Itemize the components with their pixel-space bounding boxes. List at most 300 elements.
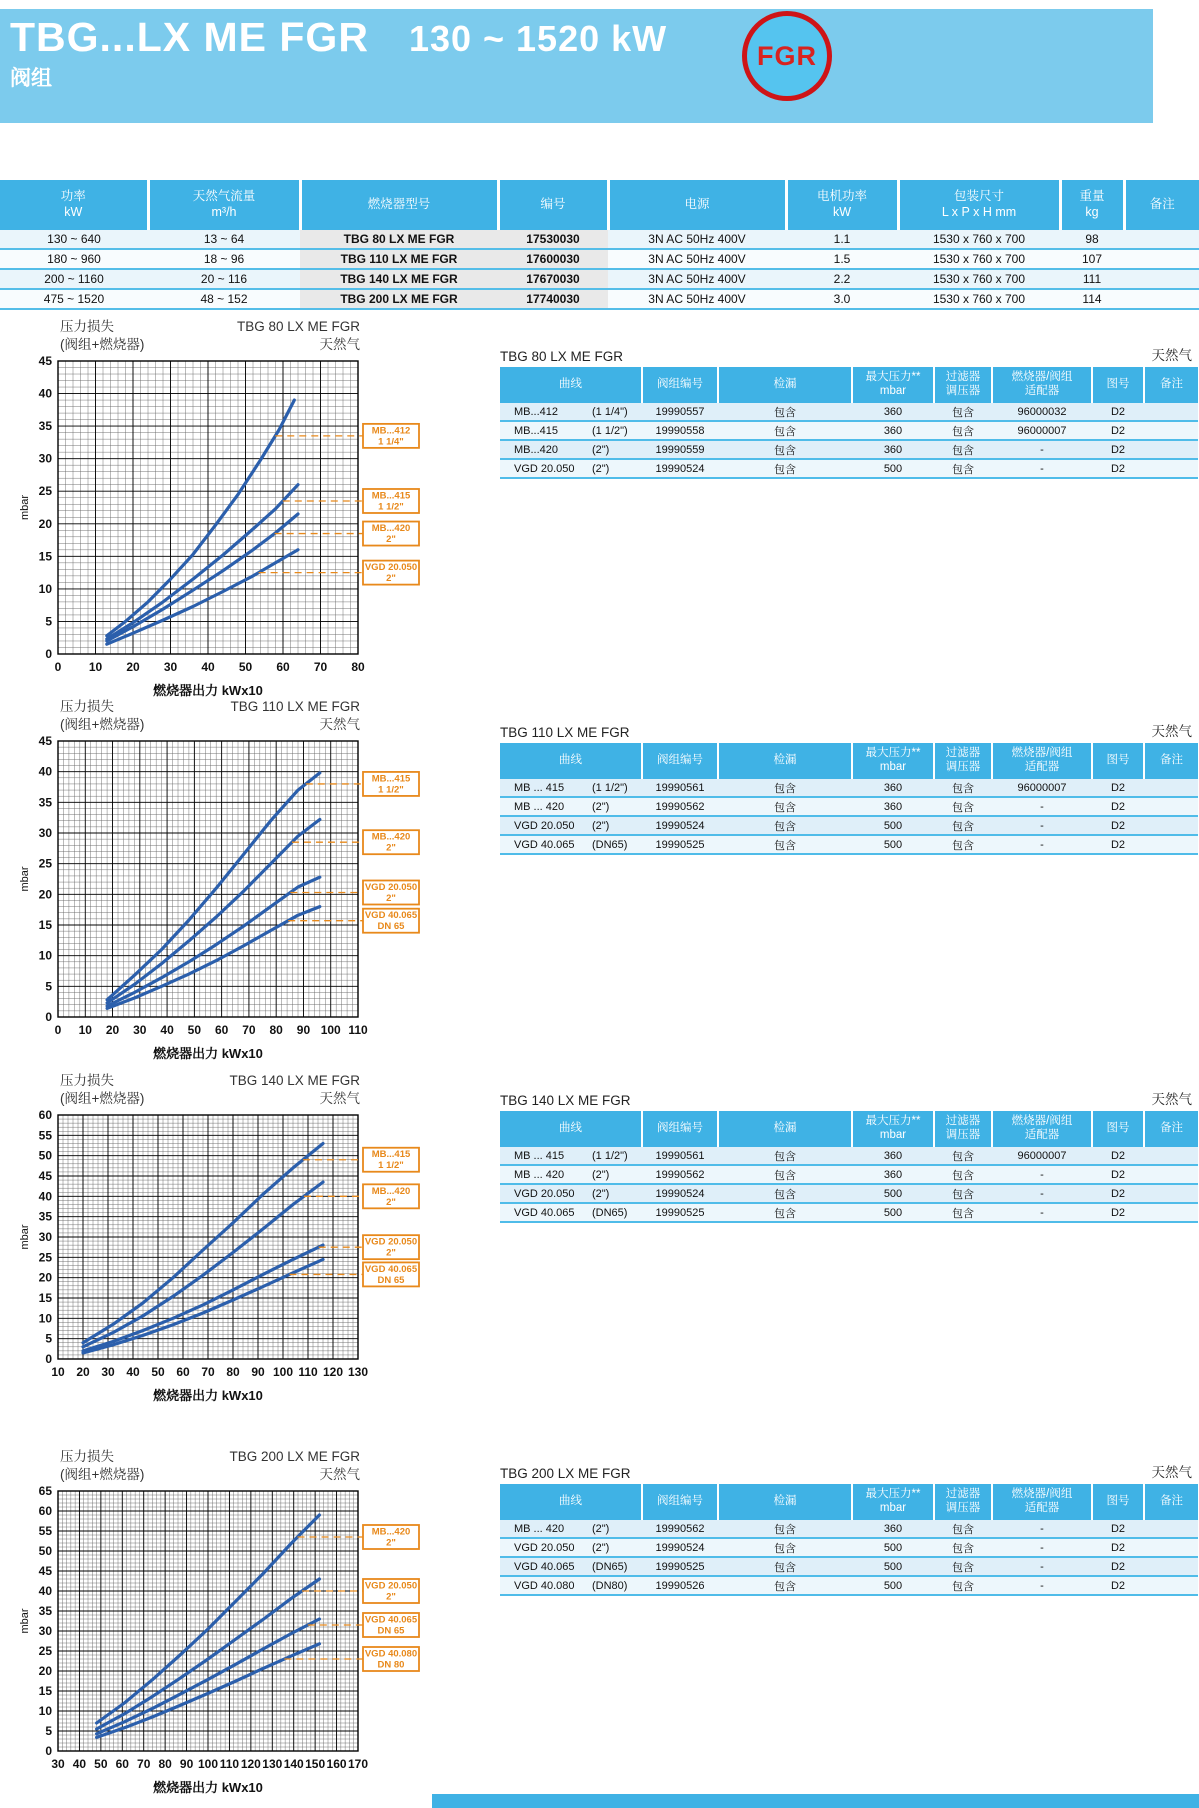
chart-text: DN 65: [377, 1625, 405, 1637]
text-label: VGD 20.050: [514, 1187, 575, 1200]
text-block: 备注: [1160, 1122, 1183, 1135]
text-block: 最大压力**: [865, 747, 921, 760]
chart-text: 20: [126, 660, 140, 675]
cell: 360: [883, 443, 903, 456]
column-header: [718, 1111, 852, 1147]
text-block: 功率: [60, 189, 86, 204]
chart-text: 110: [298, 1365, 318, 1380]
valve-group-table-block: [500, 1461, 1198, 1596]
valve-burner-label: (阀组+燃烧器): [60, 716, 145, 732]
chart-text: MB...420: [371, 831, 411, 843]
column-header: [1092, 743, 1144, 779]
chart-text: 5: [45, 1724, 52, 1739]
cell: 48 ~ 152: [200, 292, 248, 306]
cell: 17600030: [498, 249, 608, 269]
pressure-loss-chart: [18, 1485, 426, 1777]
cell: 包含: [952, 463, 974, 476]
cell: [1144, 459, 1198, 478]
text-label: MB ... 420: [514, 1522, 565, 1535]
cell: 114: [1082, 292, 1102, 306]
chart-text: 70: [137, 1757, 151, 1772]
cell: 1530 x 760 x 700: [932, 292, 1026, 306]
valve-group-row: [500, 403, 1198, 421]
text-block: 调压器: [945, 1129, 981, 1141]
cell: 包含: [774, 782, 796, 795]
cell: -: [1040, 800, 1044, 813]
main-table-body: [0, 230, 1199, 309]
chart-model-label: TBG 200 LX ME FGR: [229, 1449, 360, 1464]
column-header: [0, 180, 148, 230]
text-label: MB...412: [514, 405, 559, 418]
chart-text: 50: [151, 1365, 165, 1380]
chart-text: MB...412: [371, 425, 411, 437]
gas-type-label: 天然气: [1151, 1465, 1192, 1480]
chart-text: 60: [115, 1757, 129, 1772]
valve-group-table-block: [500, 1088, 1198, 1223]
cell: 包含: [774, 1150, 796, 1163]
curve-cell: [500, 1203, 642, 1222]
chart-text: 20: [105, 1023, 120, 1038]
chart-text: 0: [45, 1744, 52, 1759]
cell: 3N AC 50Hz 400V: [648, 232, 746, 246]
valve-group-row: [500, 1520, 1198, 1538]
cell: 包含: [774, 1561, 796, 1574]
text-block: [500, 1150, 642, 1162]
chart-text: 60: [38, 1504, 52, 1519]
y-axis-title: mbar: [19, 1224, 31, 1250]
pressure-loss-label: 压力损失: [60, 699, 114, 714]
pressure-loss-label: 压力损失: [60, 1449, 114, 1464]
cell: [1124, 249, 1199, 269]
text-label: MB...415: [514, 424, 559, 437]
text-block: 曲线: [559, 1122, 582, 1135]
cell: 19990562: [655, 1168, 705, 1181]
text-block: 阀组编号: [657, 1122, 703, 1135]
text-block: 重量: [1079, 189, 1105, 204]
curve-cell: [500, 797, 642, 816]
cell: D2: [1110, 462, 1126, 475]
text-block: [500, 1169, 642, 1181]
column-header: [642, 367, 718, 403]
pressure-loss-chart: [18, 735, 426, 1043]
cell: 107: [1081, 252, 1103, 266]
cell: 3N AC 50Hz 400V: [648, 292, 746, 306]
text-block: 编号: [540, 197, 566, 212]
chart-text: 30: [133, 1023, 147, 1038]
chart-text: 25: [38, 1250, 52, 1265]
text-label: (2"): [592, 1168, 610, 1181]
column-header: [500, 1111, 642, 1147]
cell: [1144, 1538, 1198, 1557]
text-block: 燃烧器/阀组: [1011, 747, 1073, 760]
chart-text: 1 1/2": [378, 501, 404, 513]
column-header: [642, 1484, 718, 1520]
table-title-row: [500, 1088, 1198, 1108]
chart-text: 10: [38, 1311, 52, 1326]
text-label: (DN80): [592, 1579, 628, 1592]
valve-group-row: [500, 421, 1198, 440]
chart-text: MB...415: [371, 490, 411, 502]
text-block: 适配器: [1024, 1502, 1060, 1514]
cell: 19990525: [655, 838, 705, 851]
text-block: 检漏: [773, 1495, 797, 1508]
curve-cell: [500, 816, 642, 835]
chart-text: 2": [386, 534, 396, 546]
text-label: VGD 20.050: [514, 462, 575, 475]
chart-text: 0: [45, 1352, 52, 1367]
column-header: [718, 743, 852, 779]
cell: 500: [883, 1187, 903, 1200]
cell: -: [1040, 1168, 1044, 1181]
cell: 19990562: [655, 800, 705, 813]
chart-text: 35: [38, 1604, 52, 1619]
chart-text: 40: [38, 1584, 52, 1599]
cell: 3N AC 50Hz 400V: [648, 252, 746, 266]
column-header: [1092, 1111, 1144, 1147]
page-subtitle: 阀组: [10, 67, 52, 91]
cell: 包含: [774, 1580, 796, 1593]
text-label: (2"): [592, 819, 610, 832]
cell: 19990524: [655, 1187, 705, 1200]
chart-text: 65: [38, 1485, 52, 1499]
chart-text: 10: [51, 1365, 65, 1380]
cell: 20 ~ 116: [200, 272, 248, 286]
cell: 包含: [774, 820, 796, 833]
chart-text: 2": [386, 1196, 396, 1208]
valve-group-row: [500, 1147, 1198, 1165]
cell: 500: [883, 462, 903, 475]
chart-text: 70: [242, 1023, 256, 1038]
cell: -: [1040, 1187, 1044, 1200]
chart-text: 40: [38, 1189, 52, 1204]
chart-text: 150: [305, 1757, 326, 1772]
text-label: VGD 40.080: [514, 1579, 575, 1592]
chart-text: 110: [219, 1757, 240, 1772]
cell: 500: [883, 1579, 903, 1592]
text-block: 过滤器: [945, 371, 981, 384]
text-label: MB ... 420: [514, 800, 565, 813]
cell: 包含: [952, 1580, 974, 1593]
cell: 包含: [774, 1523, 796, 1536]
cell: 200 ~ 1160: [44, 272, 104, 286]
pressure-loss-label: 压力损失: [60, 319, 114, 334]
chart-text: 60: [38, 1109, 52, 1123]
tbody: [500, 403, 1198, 478]
chart-text: 20: [38, 1664, 52, 1679]
text-block: 备注: [1160, 378, 1183, 391]
cell: 19990526: [655, 1579, 705, 1592]
valve-group-row: [500, 1557, 1198, 1576]
text-label: MB ... 415: [514, 1149, 565, 1162]
text-block: 适配器: [1024, 385, 1060, 397]
chart-text: 30: [38, 1624, 52, 1639]
chart-text: 20: [76, 1365, 90, 1380]
valve-group-row: [500, 835, 1198, 854]
chart-text: 100: [320, 1023, 341, 1038]
text-label: (1 1/4"): [592, 405, 628, 418]
chart-text: 55: [38, 1128, 52, 1143]
chart-text: 50: [38, 1148, 52, 1163]
valve-group-table: [500, 367, 1198, 479]
cell: 包含: [952, 444, 974, 457]
valve-group-row: [500, 440, 1198, 459]
chart-area: [18, 698, 458, 1062]
cell: 96000007: [1017, 424, 1067, 437]
text-block: 电机功率: [816, 189, 867, 204]
curve-cell: [500, 1520, 642, 1538]
chart-area: [18, 1072, 458, 1404]
burner-row: [0, 269, 1199, 289]
chart-text: 45: [38, 1564, 52, 1579]
curve-cell: [500, 1165, 642, 1184]
text-block: 阀组编号: [657, 378, 703, 391]
cell: D2: [1110, 1206, 1126, 1219]
chart-gas-label: 天然气: [319, 716, 360, 732]
chart-text: MB...415: [371, 1149, 411, 1161]
page-titles: [10, 15, 667, 92]
table-model-label: TBG 200 LX ME FGR: [500, 1466, 631, 1481]
y-axis-title: mbar: [19, 866, 31, 892]
chart-text: 100: [272, 1365, 294, 1380]
cell: TBG 200 LX ME FGR: [300, 289, 498, 309]
text-block: 燃烧器型号: [367, 197, 431, 212]
column-header: [500, 743, 642, 779]
text-block: 调压器: [945, 1502, 981, 1514]
chart-text: VGD 20.050: [364, 882, 418, 894]
chart-text: 30: [163, 660, 178, 675]
chart-text: 2": [386, 1591, 396, 1603]
chart-text: 10: [38, 581, 52, 596]
cell: [1144, 403, 1198, 421]
chart-text: 40: [38, 764, 52, 779]
cell: 19990559: [655, 443, 705, 456]
chart-text: 2": [386, 842, 396, 854]
chart-text: 50: [187, 1023, 202, 1038]
cell: 360: [883, 1168, 903, 1181]
text-block: 阀组编号: [657, 1495, 703, 1508]
curve-cell: [500, 1184, 642, 1203]
cell: 17530030: [498, 230, 608, 249]
text-label: MB ... 415: [514, 781, 565, 794]
cell: [1144, 1557, 1198, 1576]
column-header: [1124, 180, 1199, 230]
text-block: 曲线: [559, 1495, 582, 1508]
chart-text: 0: [45, 1010, 52, 1025]
chart-text: MB...415: [371, 773, 411, 785]
cell: 包含: [774, 1207, 796, 1220]
cell: -: [1040, 1206, 1044, 1219]
chart-text: 45: [38, 735, 52, 749]
column-header: [934, 1484, 992, 1520]
valve-burner-label: (阀组+燃烧器): [60, 336, 145, 352]
cell: 包含: [952, 1188, 974, 1201]
chart-title-right: [237, 318, 360, 353]
chart-text: 50: [94, 1757, 108, 1772]
column-header: [852, 1484, 934, 1520]
chart-text: 5: [45, 614, 52, 629]
chart-title-right: [229, 1072, 360, 1107]
cell: 500: [883, 1541, 903, 1554]
curve-cell: [500, 779, 642, 797]
cell: 18 ~ 96: [203, 252, 245, 266]
cell: 包含: [952, 820, 974, 833]
cell: -: [1040, 1579, 1044, 1592]
cell: 19990524: [655, 462, 705, 475]
chart-text: 80: [226, 1365, 240, 1380]
cell: 17670030: [498, 269, 608, 289]
chart-model-label: TBG 110 LX ME FGR: [230, 699, 360, 714]
page-header-banner: [0, 9, 1153, 123]
text-block: 过滤器: [945, 747, 981, 760]
curve-cell: [500, 403, 642, 421]
column-header: [642, 743, 718, 779]
text-label: VGD 40.065: [514, 1206, 575, 1219]
curve-cell: [500, 440, 642, 459]
text-block: [500, 1188, 642, 1200]
column-header: [148, 180, 300, 230]
cell: 包含: [952, 1561, 974, 1574]
cell: 包含: [952, 1542, 974, 1555]
chart-text: 35: [38, 419, 52, 434]
chart-text: 60: [276, 660, 290, 675]
cell: 500: [883, 838, 903, 851]
burner-overview-table: [0, 180, 1199, 310]
curve-line: [107, 773, 320, 1000]
cell: [1124, 230, 1199, 249]
cell: 1530 x 760 x 700: [932, 252, 1026, 266]
cell: 包含: [774, 1169, 796, 1182]
chart-text: 30: [38, 451, 52, 466]
chart-text: 60: [214, 1023, 229, 1038]
cell: 包含: [774, 463, 796, 476]
table-row: [500, 743, 1198, 779]
cell: D2: [1110, 1522, 1126, 1535]
text-block: 最大压力**: [865, 371, 921, 384]
chart-text: 80: [158, 1757, 172, 1772]
text-label: VGD 40.065: [514, 838, 575, 851]
chart-text: 120: [322, 1365, 344, 1380]
valve-group-table: [500, 1111, 1198, 1223]
cell: -: [1040, 462, 1044, 475]
text-label: MB ... 420: [514, 1168, 565, 1181]
cell: 包含: [952, 782, 974, 795]
chart-text: 40: [160, 1023, 174, 1038]
curve-cell: [500, 1538, 642, 1557]
chart-text: 5: [45, 1331, 52, 1346]
cell: 包含: [952, 839, 974, 852]
chart-title-left: [60, 1448, 144, 1483]
cell: 19990558: [655, 424, 705, 437]
chart-text: MB...420: [371, 1185, 411, 1197]
chart-text: 50: [238, 660, 253, 675]
table-model-label: TBG 80 LX ME FGR: [500, 349, 624, 364]
chart-text: 110: [348, 1023, 368, 1038]
column-header: [934, 743, 992, 779]
cell: TBG 140 LX ME FGR: [300, 269, 498, 289]
cell: [1144, 797, 1198, 816]
cell: 1.1: [833, 232, 851, 246]
cell: 19990562: [655, 1522, 705, 1535]
cell: [1144, 1165, 1198, 1184]
chart-text: VGD 40.065: [364, 1614, 418, 1626]
chart-text: 45: [38, 1169, 52, 1184]
chart-text: 40: [38, 386, 52, 401]
curve-line: [107, 550, 298, 644]
cell: D2: [1110, 1560, 1126, 1573]
table-row: [500, 1111, 1198, 1147]
chart-text: 0: [54, 1023, 62, 1038]
chart-titles: [60, 1072, 360, 1107]
cell: 包含: [952, 1150, 974, 1163]
chart-text: VGD 20.050: [364, 562, 418, 574]
chart-titles: [60, 1448, 360, 1483]
chart-text: 30: [51, 1757, 65, 1772]
cell: [1124, 289, 1199, 309]
table-row: [500, 1484, 1198, 1520]
text-block: 曲线: [559, 378, 582, 391]
chart-text: 90: [296, 1023, 311, 1038]
cell: 包含: [774, 425, 796, 438]
thead: [500, 1484, 1198, 1520]
gas-type-label: 天然气: [1151, 1092, 1192, 1107]
curve-cell: [500, 1147, 642, 1165]
text-block: [500, 1561, 642, 1573]
text-label: (2"): [592, 1522, 610, 1535]
chart-text: 60: [176, 1365, 190, 1380]
text-block: kW: [64, 205, 83, 219]
chart-text: 80: [351, 660, 365, 675]
chart-text: 2": [386, 1537, 396, 1549]
cell: 360: [883, 1522, 903, 1535]
cell: -: [1040, 443, 1044, 456]
cell: 包含: [952, 1207, 974, 1220]
chart-text: VGD 40.065: [364, 1264, 418, 1276]
chart-text: 10: [78, 1023, 92, 1038]
cell: D2: [1110, 1149, 1126, 1162]
chart-text: 140: [283, 1757, 304, 1772]
cell: 2.2: [833, 272, 851, 286]
chart-text: 50: [38, 1544, 52, 1559]
cell: 包含: [952, 801, 974, 814]
chart-text: 100: [197, 1757, 219, 1772]
cell: 包含: [952, 1523, 974, 1536]
cell: 19990561: [655, 781, 705, 794]
cell: D2: [1110, 800, 1126, 813]
text-block: 检漏: [773, 378, 797, 391]
text-block: [500, 1580, 642, 1592]
chart-area: [18, 318, 458, 699]
text-block: [10, 15, 667, 60]
text-block: 检漏: [773, 1122, 797, 1135]
pressure-loss-chart: [18, 355, 426, 680]
chart-text: DN 65: [377, 1275, 405, 1287]
chart-title-left: [60, 698, 144, 733]
chart-gas-label: 天然气: [319, 1466, 360, 1482]
chart-text: 130: [262, 1757, 283, 1772]
chart-text: 80: [269, 1023, 283, 1038]
cell: [1144, 1203, 1198, 1222]
chart-text: 1 1/4": [378, 436, 404, 448]
valve-group-row: [500, 816, 1198, 835]
chart-text: VGD 40.080: [364, 1648, 418, 1660]
text-block: 燃烧器/阀组: [1011, 1115, 1073, 1128]
tbody: [500, 1520, 1198, 1595]
cell: 500: [883, 819, 903, 832]
column-header: [1144, 1111, 1198, 1147]
cell: D2: [1110, 1579, 1126, 1592]
cell: TBG 110 LX ME FGR: [300, 249, 498, 269]
cell: 包含: [952, 425, 974, 438]
